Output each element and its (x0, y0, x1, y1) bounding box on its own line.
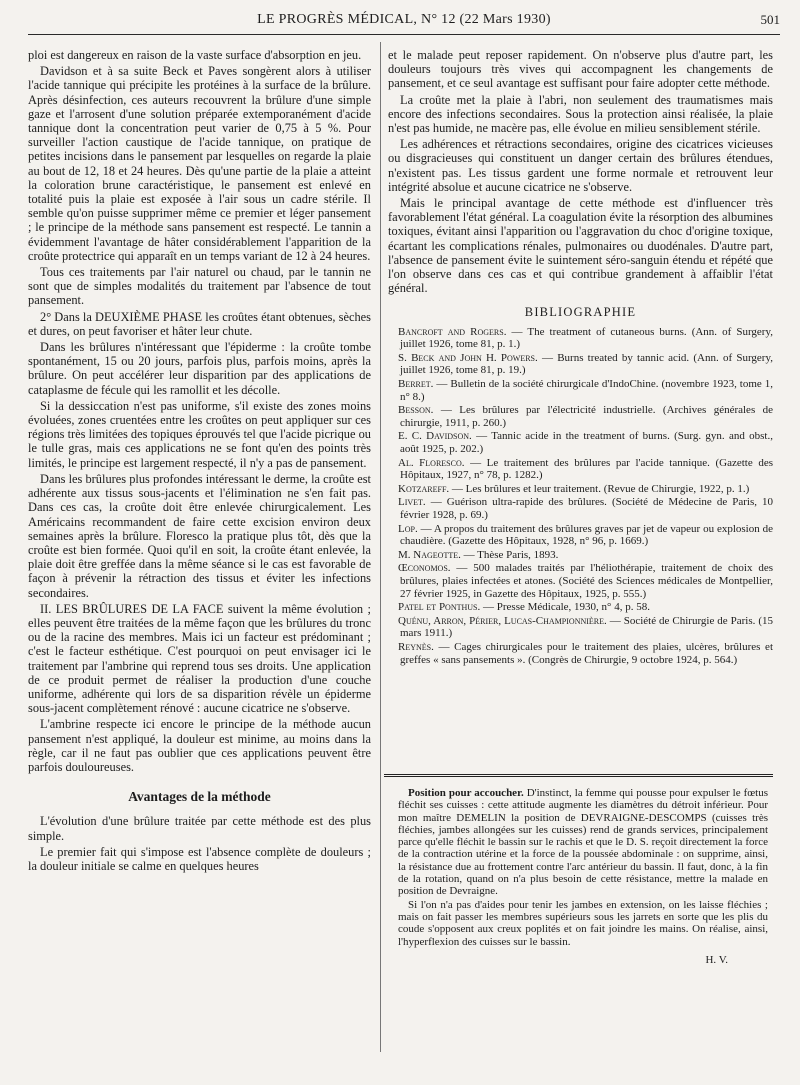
bibliography-entry (388, 404, 773, 429)
bibliography-entry (388, 352, 773, 377)
bib-text: — Cages chirurgicales pour le traitement des plaies, ulcères, brûlures et greffes « sans pansements ». (Congrès de Chirurgie, 9 octobre 1924, p. 564.) (400, 640, 773, 666)
bib-text: — Les brûlures et leur traitement. (Revue de Chirurgie, 1922, p. 1.) (451, 482, 750, 495)
bib-text: — Bulletin de la société chirurgicale d'IndoChine. (novembre 1923, tome 1, n° 8.) (400, 378, 773, 403)
paragraph: Dans les brûlures n'intéressant que l'épiderme : la croûte tombe spontanément, 15 ou 20 jours, parfois plus, parfois moins, après la brûlure. On peut accélérer leur disparition par des applications de cataplasme de fécule qui les ramollit et les décolle. (28, 340, 371, 397)
page-header (28, 8, 780, 30)
paragraph: Dans les brûlures plus profondes intéressant le derme, la croûte est adhérente aux tissus sous-jacents et l'élimination ne s'en fait pas. Dans ces cas, la croûte doit être enlevée chirurgicalement. Les Américains recommandent de faire cette excision environ deux semaines après la brûlure. Floresco la pratique plus tôt, dès que la croûte est bien formée. Quoi qu'il en soit, la croûte étant enlevée, la plaie doit être greffée dans la même séance si le cas est favorable de façon à prévenir la rétraction des tissus et éviter les infections secondaires. (28, 471, 371, 600)
bibliography-entry (388, 457, 773, 482)
paragraph: Les adhérences et rétractions secondaires, origine des cicatrices vicieuses ou disgracieuses qui constituent un danger certain des brûlures étendues, n'existent pas. Les tissus gardent une forme normale et retrouvent leur intégrité absolue et aucune cicatrice ne s'observe. (388, 137, 773, 194)
paragraph: Le premier fait qui s'impose est l'absence complète de douleurs ; la douleur initiale se calme en quelques heures (28, 844, 371, 873)
bib-author: Quénu, Arron, Périer, Lucas-Championnière. (398, 614, 607, 627)
bib-author: Kotzareff. (398, 482, 450, 495)
paragraph: II. LES BRÛLURES DE LA FACE suivent la même évolution ; elles peuvent être traitées de la même façon que les brûlures du tronc ou de la racine des membres. Mais ici un facteur est prédominant ; c'est le facteur esthétique. C'est pourquoi on peut envisager ici le traitement par l'ambrine qui reprend tous ses droits. Une application de ce produit permet de réaliser la production d'une couche uniforme, adhérente qui lors de sa disparition révèle un épiderme sous-jacent complètement rénové : aucune cicatrice ne s'observe. (28, 601, 371, 716)
left-column (28, 48, 371, 875)
bib-author: Berret. (398, 378, 434, 391)
paragraph: ploi est dangereux en raison de la vaste surface d'absorption en jeu. (28, 48, 362, 62)
bib-text: — Guérison ultra-rapide des brûlures. (Société de Médecine de Paris, 10 février 1928, p. 69.) (400, 496, 773, 521)
paragraph: L'évolution d'une brûlure traitée par cette méthode est des plus simple. (28, 814, 371, 843)
column-divider (380, 42, 381, 1052)
bib-author: Reynès. (398, 640, 434, 653)
bibliography-heading: BIBLIOGRAPHIE (524, 305, 637, 320)
boxed-note (398, 787, 768, 966)
header-rule (28, 34, 780, 35)
bib-text: — A propos du traitement des brûlures graves par jet de vapeur ou explosion de chaudière. (Gazette des Hôpitaux, 1928, n° 96, p. 1669.) (400, 522, 773, 548)
bibliography-entry (388, 430, 773, 455)
boxed-note-paragraph: Si l'on n'a pas d'aides pour tenir les jambes en extension, on les laisse fléchies ; mais on fait passer les membres supérieurs sous les jarrets en sorte que les plis du coude s'opposent aux creux poplités et on fait joindre les mains. On réalise, ainsi, l'hyperflexion des cuisses sur le bassin. (398, 898, 768, 948)
paragraph: Davidson et à sa suite Beck et Paves songèrent alors à utiliser l'acide tannique qui précipite les protéines à la surface de la brûlure. Après désinfection, ces auteurs recouvrent la brûlure d'une simple gaze et l'arrosent d'une solution préparée extemporanément d'acide tannique dont la concentration peut varier de 0,75 à 5 %. Pour surveiller l'action caustique de l'acide tannique, on pratique de petites incisions dans le pansement par lesquelles on regarde la plaie au bout de 12, 18 et 24 heures. Dès qu'une partie de la plaie a atteint la coloration brune caractéristique, le pansement est enlevé en totalité puis la plaie est exposée à l'air sous un cadre stérile. Il semble qu'on puisse supprimer même ce premier et léger pansement ; le principe de la méthode sans pansement est respecté. Le tannin a évidemment l'avantage de hâter considérablement l'apparition de la croûte protectrice qui apparaît en un temps variant de 12 à 24 heures. (28, 64, 371, 263)
bib-author: Lop. (398, 522, 418, 535)
bib-author: S. Beck and John H. Powers. (398, 351, 538, 364)
bibliography-entry (388, 562, 773, 600)
paragraph: 2° Dans la DEUXIÈME PHASE les croûtes étant obtenues, sèches et dures, on peut favoriser et hâter leur chute. (28, 309, 371, 338)
bib-text: — Le traitement des brûlures par l'acide tannique. (Gazette des Hôpitaux, 1927, n° 78, p. 1282.) (400, 456, 773, 482)
bib-text: — Société de Chirurgie de Paris. (15 mars 1911.) (400, 614, 774, 640)
bib-author: M. Nageotte. (398, 548, 461, 561)
page-number: 501 (760, 12, 780, 27)
boxed-note-title: Position pour accoucher. (408, 787, 524, 799)
signature: H. V. (705, 953, 728, 966)
bib-text: — 500 malades traités par l'héliothérapie, traitement de choix des brûlures, plaies infectées et atones. (Société des Sciences médicales de Montpellier, 27 février 1925, in Gazette des Hôpitaux, 1925, p. 555.) (400, 562, 773, 600)
boxed-note-text: D'instinct, la femme qui pousse pour expulser le fœtus fléchit ses cuisses : cette attitude augmente les diamètres du détroit inférieur. Pour mon maître DEMELIN la position de DEVRAIGNE-DESCOMPS (cuisses très fléchies, jambes allongées sur les cuisses) rend de grands services, principalement parce qu'elle fléchit le bassin sur le rachis et que le D. S. reçoit directement la force de la contraction utérine et la force de la poussée abdominale : on supprime, ainsi, la résistance due au frottement contre l'arc antérieur du bassin. Il faut, donc, à la fin de la rotation, quand on n'a plus besoin de cette résistance, mettre la malade en position de Devraigne. (398, 787, 769, 898)
bibliography-entry (388, 641, 773, 666)
bibliography-list (388, 326, 773, 666)
bibliography-entry (388, 483, 773, 496)
right-column (388, 48, 773, 667)
bib-author: Œconomos. (398, 562, 451, 575)
bib-text: — The treatment of cutaneous burns. (Ann. of Surgery, juillet 1926, tome 81, p. 1.) (400, 325, 774, 351)
paragraph: Si la dessiccation n'est pas uniforme, s'il existe des zones moins évoluées, zones cruentées entre les croûtes on peut appliquer sur ces régions très limitées des topiques éprouvés tel que l'acide picrique ou le tulle gras, mais ces applications ne se font qu'en des points très limités, le principe est largement respecté, il n'y a pas de pansement. (28, 398, 371, 470)
bib-author: E. C. Davidson. (398, 430, 472, 443)
paragraph: Mais le principal avantage de cette méthode est d'influencer très favorablement l'état général. La coagulation évite la résorption des albumines toxiques, évitant ainsi l'apparition ou l'aggravation du choc d'origine toxique, écartant les complications rénales, pulmonaires ou duodénales. D'autre part, l'absence de pansement évite le suintement séro-sanguin étendu et répété que l'on observe dans ces cas et qui contribue grandement à affaiblir l'état général. (388, 196, 773, 296)
paragraph: L'ambrine respecte ici encore le principe de la méthode aucun pansement n'est appliqué, la douleur est minime, au moins dans la règle, car il ne faut pas oublier que ces applications peuvent être parfois douloureuses. (28, 717, 371, 774)
bib-text: — Les brûlures par l'électricité industrielle. (Archives générales de chirurgie, 1911, p. 260.) (400, 404, 774, 429)
bib-author: Bancroft and Rogers. (398, 325, 507, 338)
bib-author: Patel et Ponthus. (398, 601, 481, 614)
bib-text: — Thèse Paris, 1893. (463, 548, 559, 561)
bibliography-entry (388, 615, 773, 640)
bibliography-entry (388, 601, 773, 614)
paragraph: La croûte met la plaie à l'abri, non seulement des traumatismes mais encore des infections secondaires. Sous la protection ainsi réalisée, la plaie n'est pas humide, ne macère pas, elle évolue en milieu sensiblement stérile. (388, 92, 773, 136)
bibliography-entry (388, 549, 773, 562)
bibliography-entry (388, 523, 773, 548)
bib-text: — Presse Médicale, 1930, n° 4, p. 58. (483, 601, 650, 614)
bibliography-entry (388, 378, 773, 403)
paragraph: Tous ces traitements par l'air naturel ou chaud, par le tannin ne sont que de simples modalités du traitement par l'absence de tout pansement. (28, 265, 371, 308)
paragraph: et le malade peut reposer rapidement. On n'observe plus d'autre part, les douleurs toujours très vives qui accompagnent les changements de pansement, et ce seul avantage est suffisant pour faire adopter cette méthode. (388, 48, 773, 91)
bib-text: — Tannic acide in the treatment of burns. (Surg. gyn. and obst., août 1925, p. 202.) (400, 430, 773, 455)
section-heading: Avantages de la méthode (128, 789, 271, 805)
bib-author: Livet. (398, 496, 426, 509)
boxed-note-paragraph (398, 787, 768, 898)
running-title: LE PROGRÈS MÉDICAL, N° 12 (22 Mars 1930) (257, 12, 551, 27)
bib-author: Besson. (398, 404, 434, 417)
bib-text: — Burns treated by tannic acid. (Ann. of Surgery, juillet 1926, tome 81, p. 19.) (400, 351, 773, 377)
bibliography-entry (388, 326, 773, 351)
bibliography-entry (388, 496, 773, 521)
bib-author: Al. Floresco. (398, 456, 465, 469)
